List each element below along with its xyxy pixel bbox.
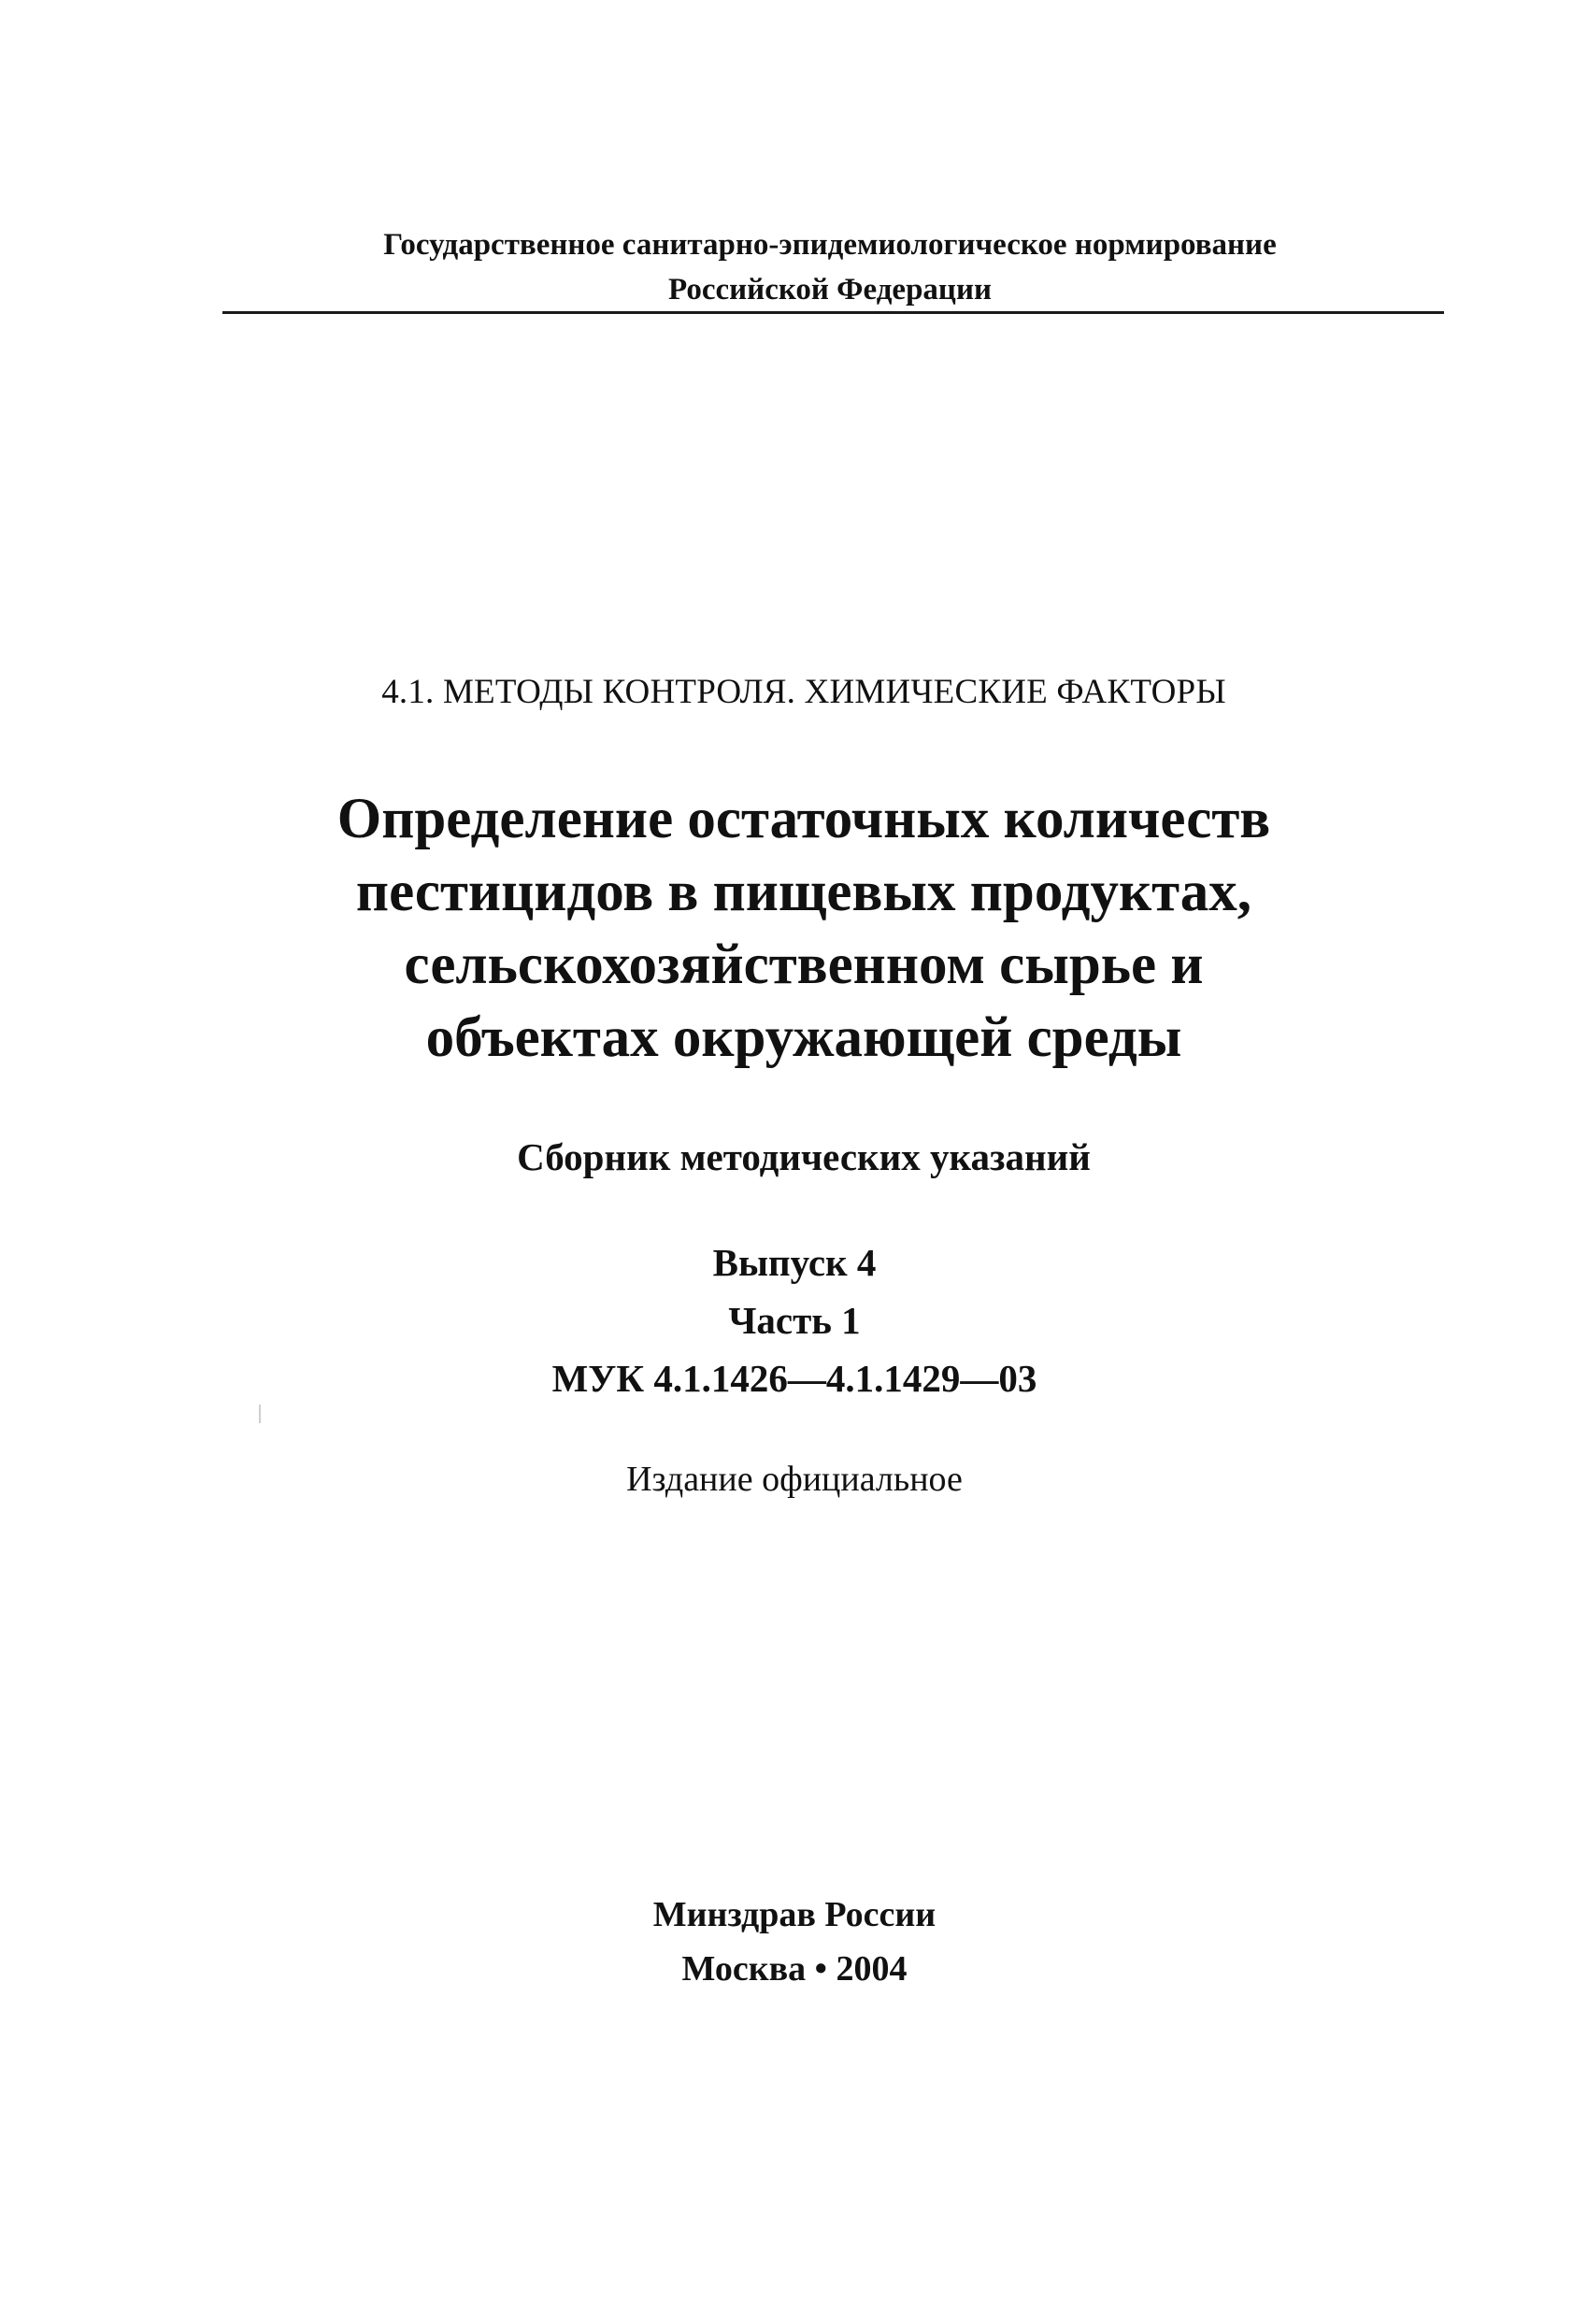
title-line-3: сельскохозяйственном сырье и xyxy=(404,934,1204,996)
issue-number: Выпуск 4 xyxy=(712,1241,877,1284)
issue-block xyxy=(0,1233,1587,1407)
issue-part: Часть 1 xyxy=(728,1299,861,1342)
title-line-4: объектах окружающей среды xyxy=(425,1006,1182,1069)
publisher-name: Минздрав России xyxy=(652,1895,936,1934)
header-line-2: Российской Федерации xyxy=(668,273,992,307)
header-line-1: Государственное санитарно-эпидемиологическое нормирование xyxy=(383,228,1277,262)
document-title xyxy=(0,783,1587,1075)
edition-note: Издание официальное xyxy=(626,1460,963,1499)
header-divider xyxy=(222,311,1444,314)
publisher-city-year: Москва • 2004 xyxy=(681,1949,908,1989)
document-subtitle: Сборник методических указаний xyxy=(517,1135,1091,1178)
title-line-2: пестицидов в пищевых продуктах, xyxy=(355,861,1252,923)
publisher-block xyxy=(0,1888,1587,1996)
section-heading: 4.1. МЕТОДЫ КОНТРОЛЯ. ХИМИЧЕСКИЕ ФАКТОРЫ xyxy=(381,673,1226,711)
scan-artifact xyxy=(259,1404,261,1423)
title-line-1: Определение остаточных количеств xyxy=(336,788,1271,850)
header xyxy=(222,222,1437,312)
issue-code: МУК 4.1.1426—4.1.1429—03 xyxy=(551,1357,1037,1400)
